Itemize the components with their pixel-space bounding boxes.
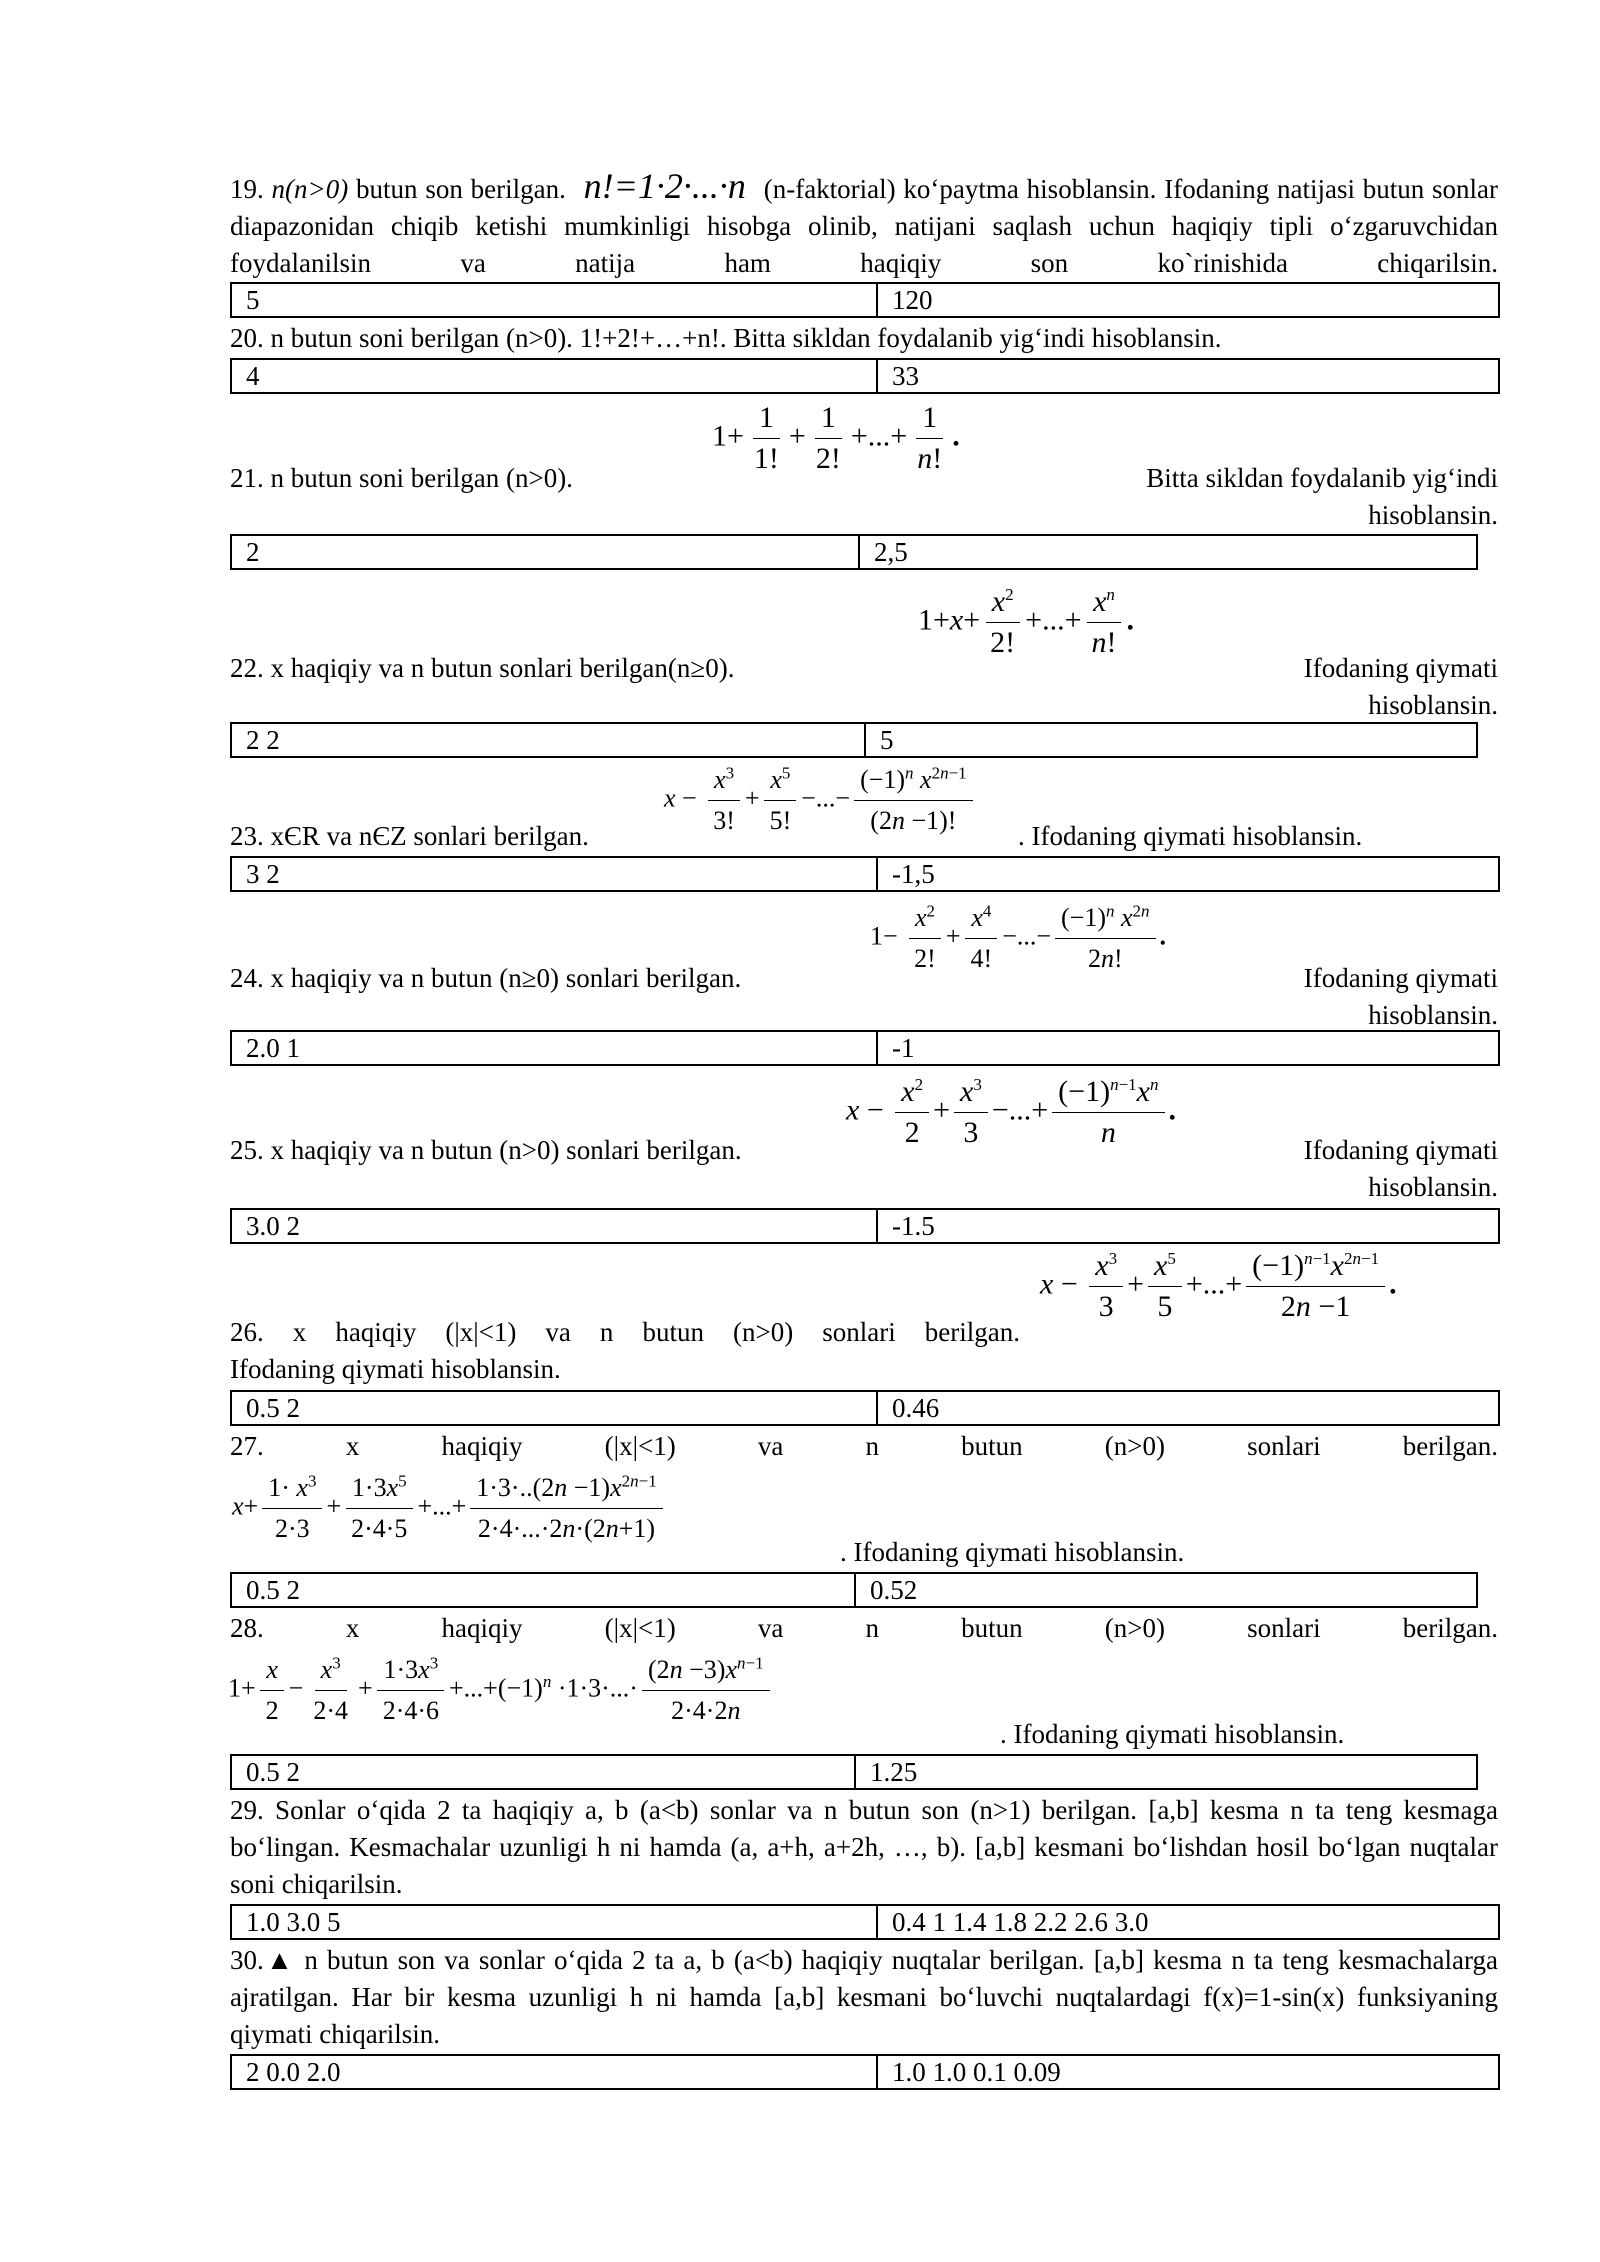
formula-23: x − $\frac{x^3}{3!}$ + $\frac{x^5}{5!}$ −...− $\frac{(-1)^n x^{2n-1}}{(2n -1)!}$ [664,760,977,841]
formula-27: x+ $\frac{1\cdot x^3}{2\cdot 3}$ + $\frac{1\cdot 3x^5}{2\cdot 4\cdot 5}$ +...+ $\frac{1\cdot 3\cdot..(2n -1)x^{2n-1}}{2\cdot 4\cdot...\cdot 2n\cdot(2n+1)}$ [232,1468,667,1549]
formula-24: 1− $\frac{x^2}{2!}$ + $\frac{x^4}{4!}$ −...− $\frac{(-1)^n x^{2n}}{2n!}$ . [870,898,1166,979]
example-output: 2,5 [874,537,908,567]
example-input: 1.0 3.0 5 [232,1906,878,1938]
formula-21: 1+ $\frac{1}{1!}$ + $\frac{1}{2!}$ +...+ $\frac{1}{n!}$ . [712,398,960,479]
example-input: 0.5 2 [232,1756,856,1788]
example-output: -1,5 [892,859,935,889]
example-row-26 [230,1390,1500,1426]
example-input: 2.0 1 [232,1032,878,1064]
example-row-19 [230,282,1500,318]
problem-30: 30.▲ n butun son va sonlar o‘qida 2 ta a, b (a<b) haqiqiy nuqtalar berilgan. [a,b] kesma n ta teng kesmachalarga ajratilgan. Har bir kesma uzunligi h ni hamda [a,b] kesmani bo‘luvchi nuqtalardagi f(x)=1-sin(x) funksiyaning qiymati chiqarilsin. [230,1945,1498,2049]
problem-24-text-b: Ifodaning qiymati hisoblansin. [1303,963,1498,1030]
formula-28: 1+ $\frac{x}{2}$ − $\frac{x^3}{2\cdot 4}$ + $\frac{1\cdot 3x^3}{2\cdot 4\cdot 6}$ $+...+(-1)^n \cdot 1\cdot 3\cdot...\cdot$ $\frac{(2n -3)x^{n-1}}{2\cdot 4\cdot 2n}$ [228,1650,774,1731]
problem-22-text-b: Ifodaning qiymati hisoblansin. [1303,653,1498,720]
problem-20: 20. n butun soni berilgan (n>0). 1!+2!+…+n!. Bitta sikldan foydalanib yig‘indi hisoblansin. [230,323,1222,353]
formula-22: 1+x+ $\frac{x^2}{2!}$ +...+ $\frac{x^n}{n!}$ . [918,582,1134,663]
problem-28-text-b: . Ifodaning qiymati hisoblansin. [1000,1719,1345,1749]
problem-21-text-a: 21. n butun soni berilgan (n>0). [230,463,573,493]
example-row-23 [230,856,1500,892]
example-row-20 [230,358,1500,394]
example-input: 3 2 [232,858,878,890]
example-output: 1.0 1.0 0.1 0.09 [892,2057,1061,2087]
problem-25-text-a: 25. x haqiqiy va n butun (n>0) sonlari berilgan. [230,1135,742,1165]
example-input: 4 [232,360,878,392]
example-input: 2 2 [232,724,866,756]
problem-29: 29. Sonlar o‘qida 2 ta haqiqiy a, b (a<b) sonlar va n butun son (n>1) berilgan. [a,b] kesma n ta teng kesmaga bo‘lingan. Kesmachalar uzunligi h ni hamda (a, a+h, a+2h, …, b). [a,b] kesmani bo‘lishdan hosil bo‘lgan nuqtalar soni chiqarilsin. [230,1795,1498,1899]
example-input: 0.5 2 [232,1574,856,1606]
problem-28-text-a: 28. x haqiqiy (|x|<1) va n butun (n>0) sonlari berilgan. [230,1613,1498,1643]
example-output: 1.25 [870,1757,918,1787]
problem-19: 19. n(n>0) butun son berilgan. n!=1·2·...·n (n-faktorial) ko‘paytma hisoblansin. Ifodaning natijasi butun sonlar diapazonidan chiqib ketishi mumkinligi hisobga olinib, natijani saqlash uchun haqiqiy tipli o‘zgaruvchidan foydalanilsin va natija ham haqiqiy son ko`rinishida chiqarilsin. [230,166,1499,278]
example-output: 5 [880,725,894,755]
formula-26: x − $\frac{x^3}{3}$ + $\frac{x^5}{5}$ +...+ $\frac{(-1)^{n-1}x^{2n-1}}{2n -1}$ . [1040,1246,1397,1327]
problem-25-text-b: Ifodaning qiymati hisoblansin. [1303,1135,1498,1202]
example-input: 0.5 2 [232,1392,878,1424]
example-row-27 [230,1572,1478,1608]
example-output: -1.5 [892,1211,935,1241]
example-input: 3.0 2 [232,1210,878,1242]
example-row-30 [230,2054,1500,2090]
example-output: 0.52 [870,1575,918,1605]
example-row-28 [230,1754,1478,1790]
example-output: 33 [892,361,919,391]
factorial-formula: n!=1·2·...·n [583,166,746,206]
example-output: 0.4 1 1.4 1.8 2.2 2.6 3.0 [892,1907,1149,1937]
problem-27-text-a: 27. x haqiqiy (|x|<1) va n butun (n>0) sonlari berilgan. [230,1431,1498,1461]
example-row-21 [230,534,1478,570]
example-output: -1 [892,1033,915,1063]
example-row-25 [230,1208,1500,1244]
example-row-24 [230,1030,1500,1066]
formula-25: x − $\frac{x^2}{2}$ + $\frac{x^3}{3}$ −...+ $\frac{(-1)^{n-1}x^n}{n}$ . [846,1072,1176,1153]
example-row-29 [230,1904,1500,1940]
problem-26-text-a: 26. x haqiqiy (|x|<1) va n butun (n>0) sonlari berilgan. [230,1317,1020,1347]
problem-26-text-b: Ifodaning qiymati hisoblansin. [230,1354,561,1384]
example-row-22 [230,722,1478,758]
problem-22-text-a: 22. x haqiqiy va n butun sonlari berilgan(n≥0). [230,653,735,683]
problem-21-text-b: Bitta sikldan foydalanib yig‘indi hisoblansin. [1146,463,1498,530]
example-input: 2 0.0 2.0 [232,2056,878,2088]
example-input: 5 [232,284,878,316]
problem-23-text-a: 23. xЄR va nЄZ sonlari berilgan. [230,821,589,851]
example-input: 2 [232,536,860,568]
example-output: 0.46 [892,1393,940,1423]
example-output: 120 [892,285,933,315]
problem-23-text-b: . Ifodaning qiymati hisoblansin. [1018,821,1363,851]
problem-27-text-b: . Ifodaning qiymati hisoblansin. [840,1537,1185,1567]
problem-24-text-a: 24. x haqiqiy va n butun (n≥0) sonlari berilgan. [230,963,742,993]
